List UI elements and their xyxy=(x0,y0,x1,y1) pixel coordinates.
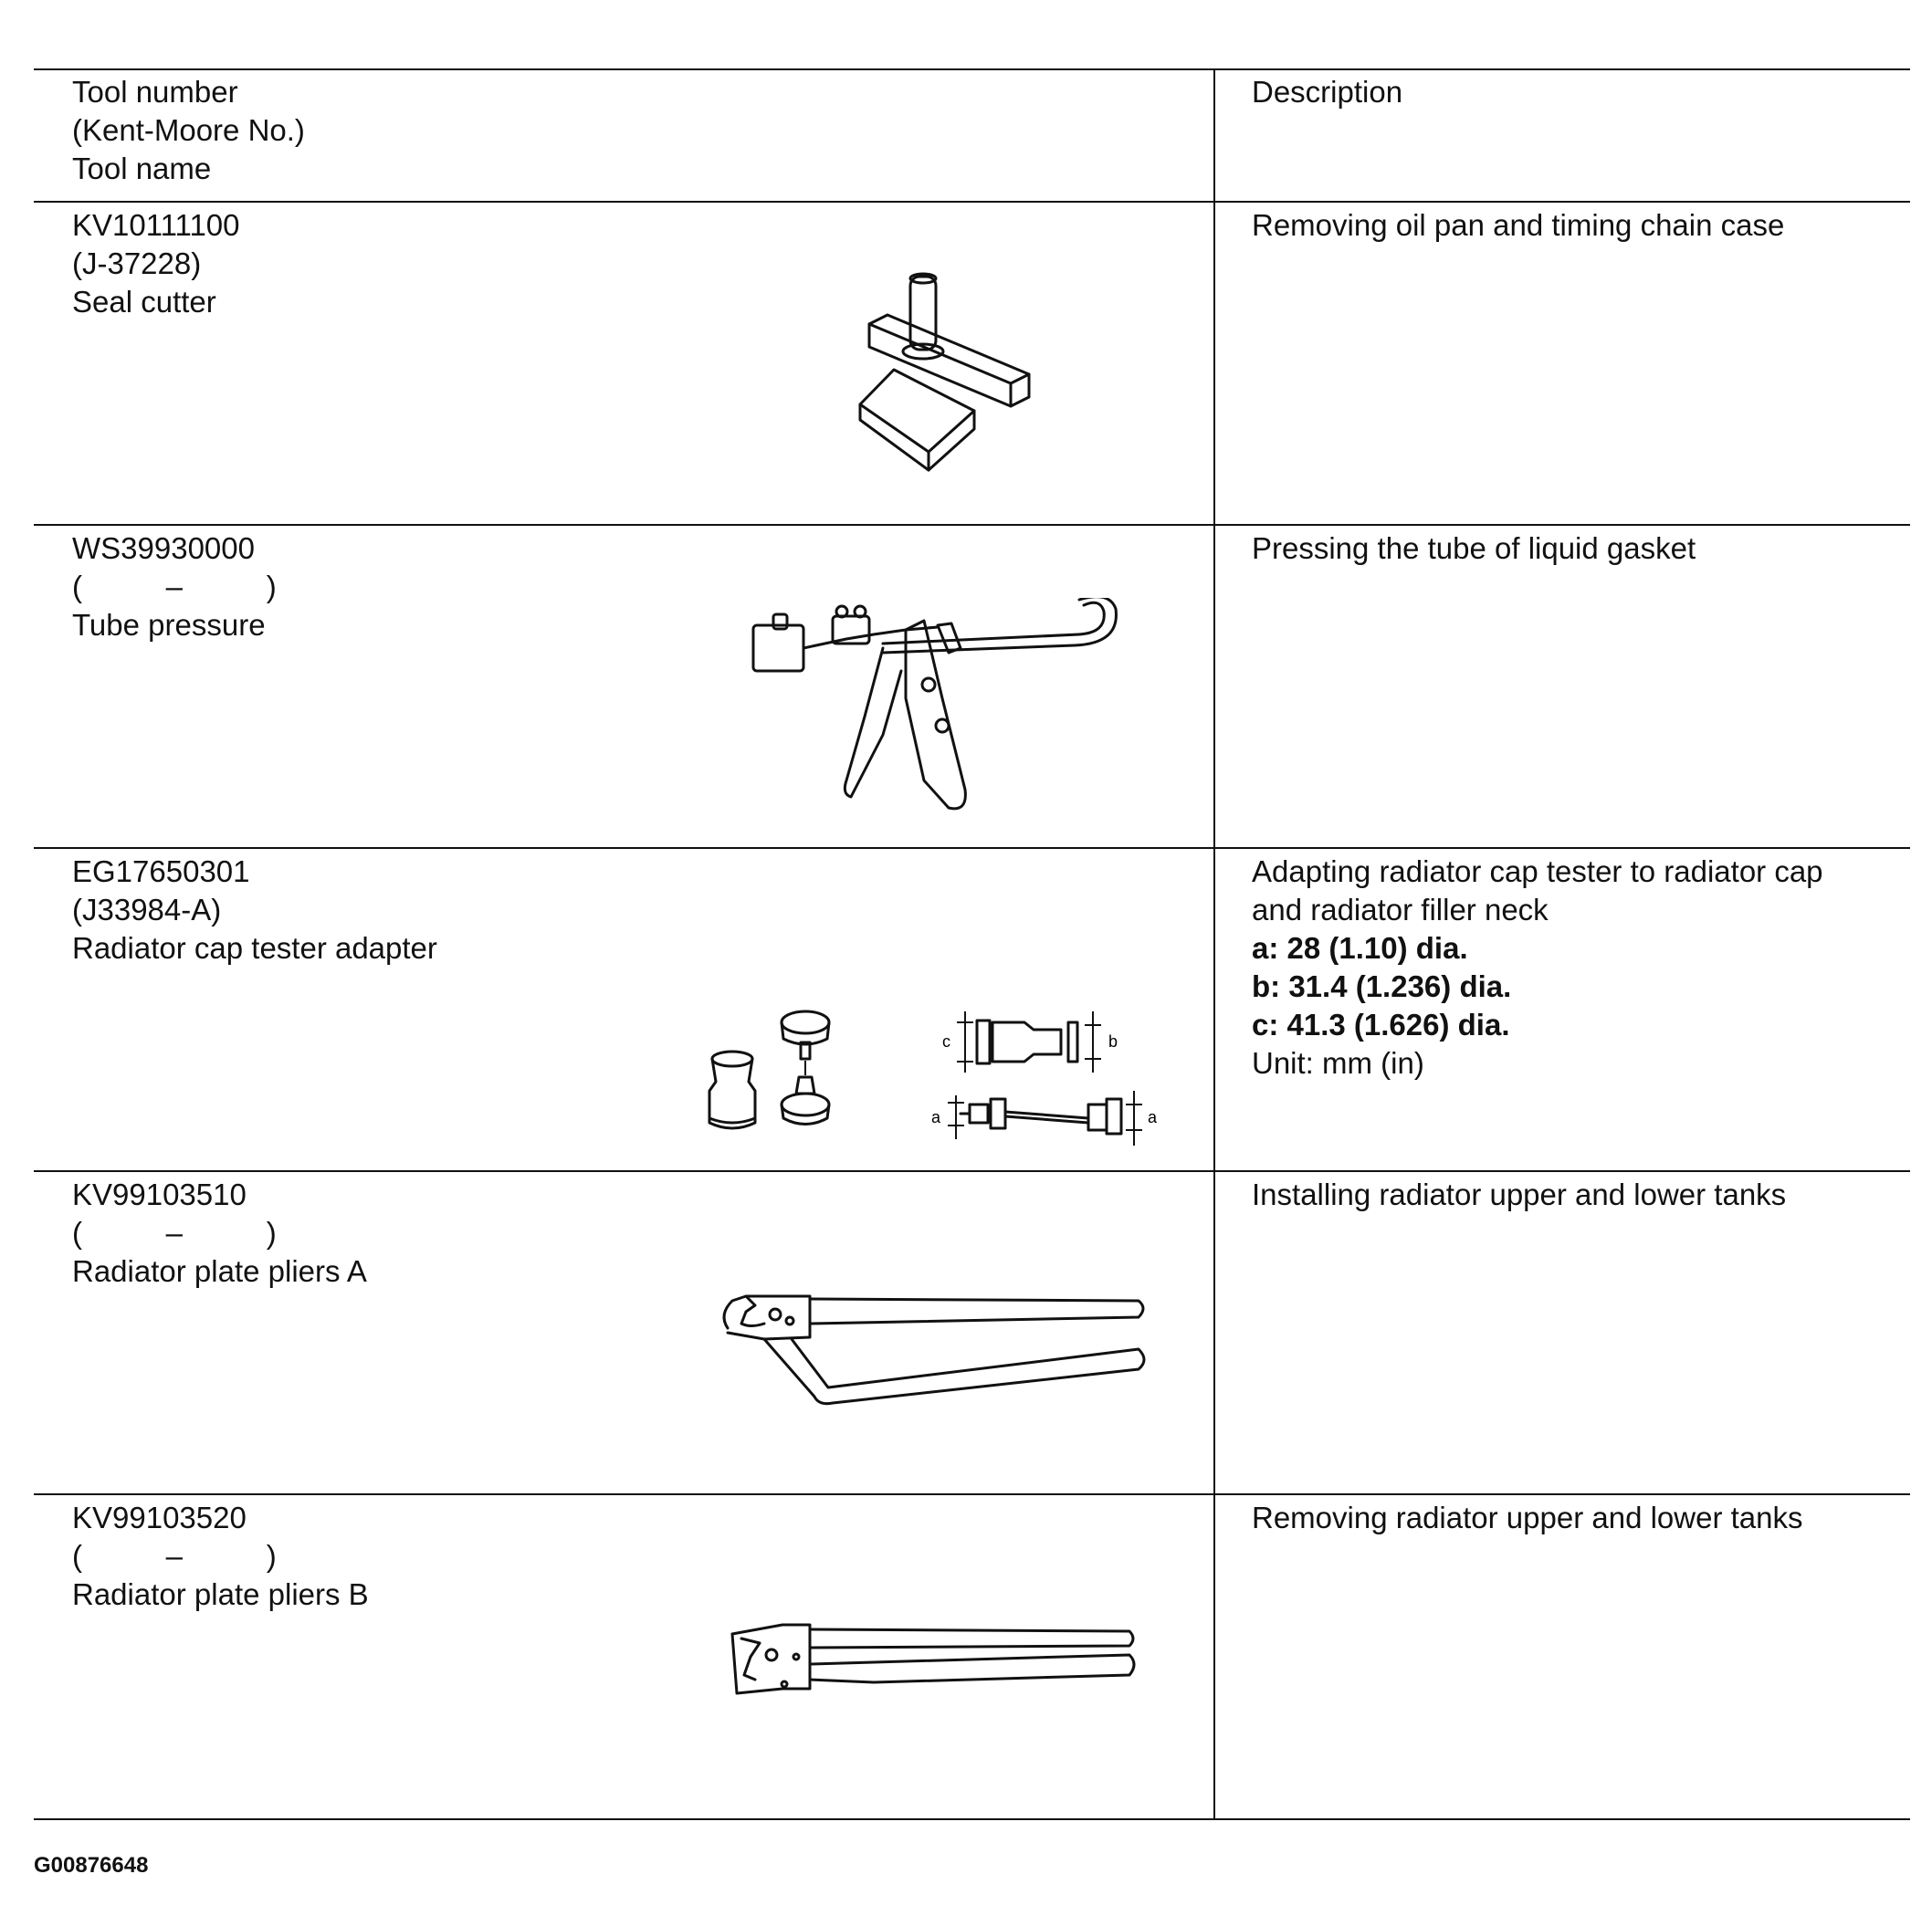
tool-name: Radiator plate pliers A xyxy=(72,1254,367,1288)
dim-label-c: c xyxy=(942,1032,950,1051)
pliers-b-icon xyxy=(728,1620,1157,1766)
dim-label-a: a xyxy=(931,1108,941,1126)
tube-pressure-gun-icon xyxy=(746,598,1139,872)
description-cell: Removing oil pan and timing chain case xyxy=(1252,208,1785,242)
tool-number: KV10111100 xyxy=(72,208,240,242)
kent-moore-number: (J-37228) xyxy=(72,246,202,280)
tool-number: KV99103520 xyxy=(72,1501,247,1534)
spec-b: b: 31.4 (1.236) dia. xyxy=(1252,969,1512,1003)
tool-name: Radiator plate pliers B xyxy=(72,1577,369,1611)
seal-cutter-icon xyxy=(819,269,1066,488)
kent-moore-number: (J33984-A) xyxy=(72,893,222,927)
header-kent-moore: (Kent-Moore No.) xyxy=(72,113,305,147)
tool-number: EG17650301 xyxy=(72,854,250,888)
description-cell: Removing radiator upper and lower tanks xyxy=(1252,1501,1803,1534)
tool-name: Radiator cap tester adapter xyxy=(72,931,437,965)
dim-label-b: b xyxy=(1108,1032,1118,1051)
table-row xyxy=(72,853,437,968)
tool-number: WS39930000 xyxy=(72,531,255,565)
kent-moore-number: ( – ) xyxy=(72,1539,277,1573)
table-row xyxy=(72,1176,367,1291)
radiator-cap-adapter-icon xyxy=(687,931,1180,1178)
description-cell: Installing radiator upper and lower tanks xyxy=(1252,1178,1787,1211)
table-rule xyxy=(34,1493,1910,1495)
table-rule xyxy=(34,524,1910,526)
table-rule xyxy=(34,201,1910,203)
spec-c: c: 41.3 (1.626) dia. xyxy=(1252,1008,1510,1042)
tool-name: Seal cutter xyxy=(72,285,216,319)
figure-id: G00876648 xyxy=(34,1853,149,1878)
pliers-a-icon xyxy=(709,1273,1166,1465)
description-cell: Adapting radiator cap tester to radiator cap and radiator filler neck a: 28 (1.10) dia. b: 31.4 (1.236) dia. c: 41.3 (1.626) dia. Unit: mm (in) xyxy=(1252,853,1891,1083)
header-tool-name: Tool name xyxy=(72,152,212,185)
tool-name: Tube pressure xyxy=(72,608,266,642)
table-row xyxy=(72,529,277,644)
column-divider xyxy=(1213,68,1215,1820)
kent-moore-number: ( – ) xyxy=(72,1216,277,1250)
header-description: Description xyxy=(1252,75,1403,109)
unit-note: Unit: mm (in) xyxy=(1252,1046,1424,1080)
dim-label-a: a xyxy=(1148,1108,1158,1126)
table-rule-top xyxy=(34,68,1910,70)
tool-number: KV99103510 xyxy=(72,1178,247,1211)
table-rule-bottom xyxy=(34,1818,1910,1820)
spec-a: a: 28 (1.10) dia. xyxy=(1252,931,1468,965)
header-tool-number: Tool number xyxy=(72,75,238,109)
description-cell: Pressing the tube of liquid gasket xyxy=(1252,531,1696,565)
table-row xyxy=(72,206,240,321)
table-row xyxy=(72,1499,369,1614)
header-left xyxy=(72,73,305,188)
kent-moore-number: ( – ) xyxy=(72,570,277,603)
